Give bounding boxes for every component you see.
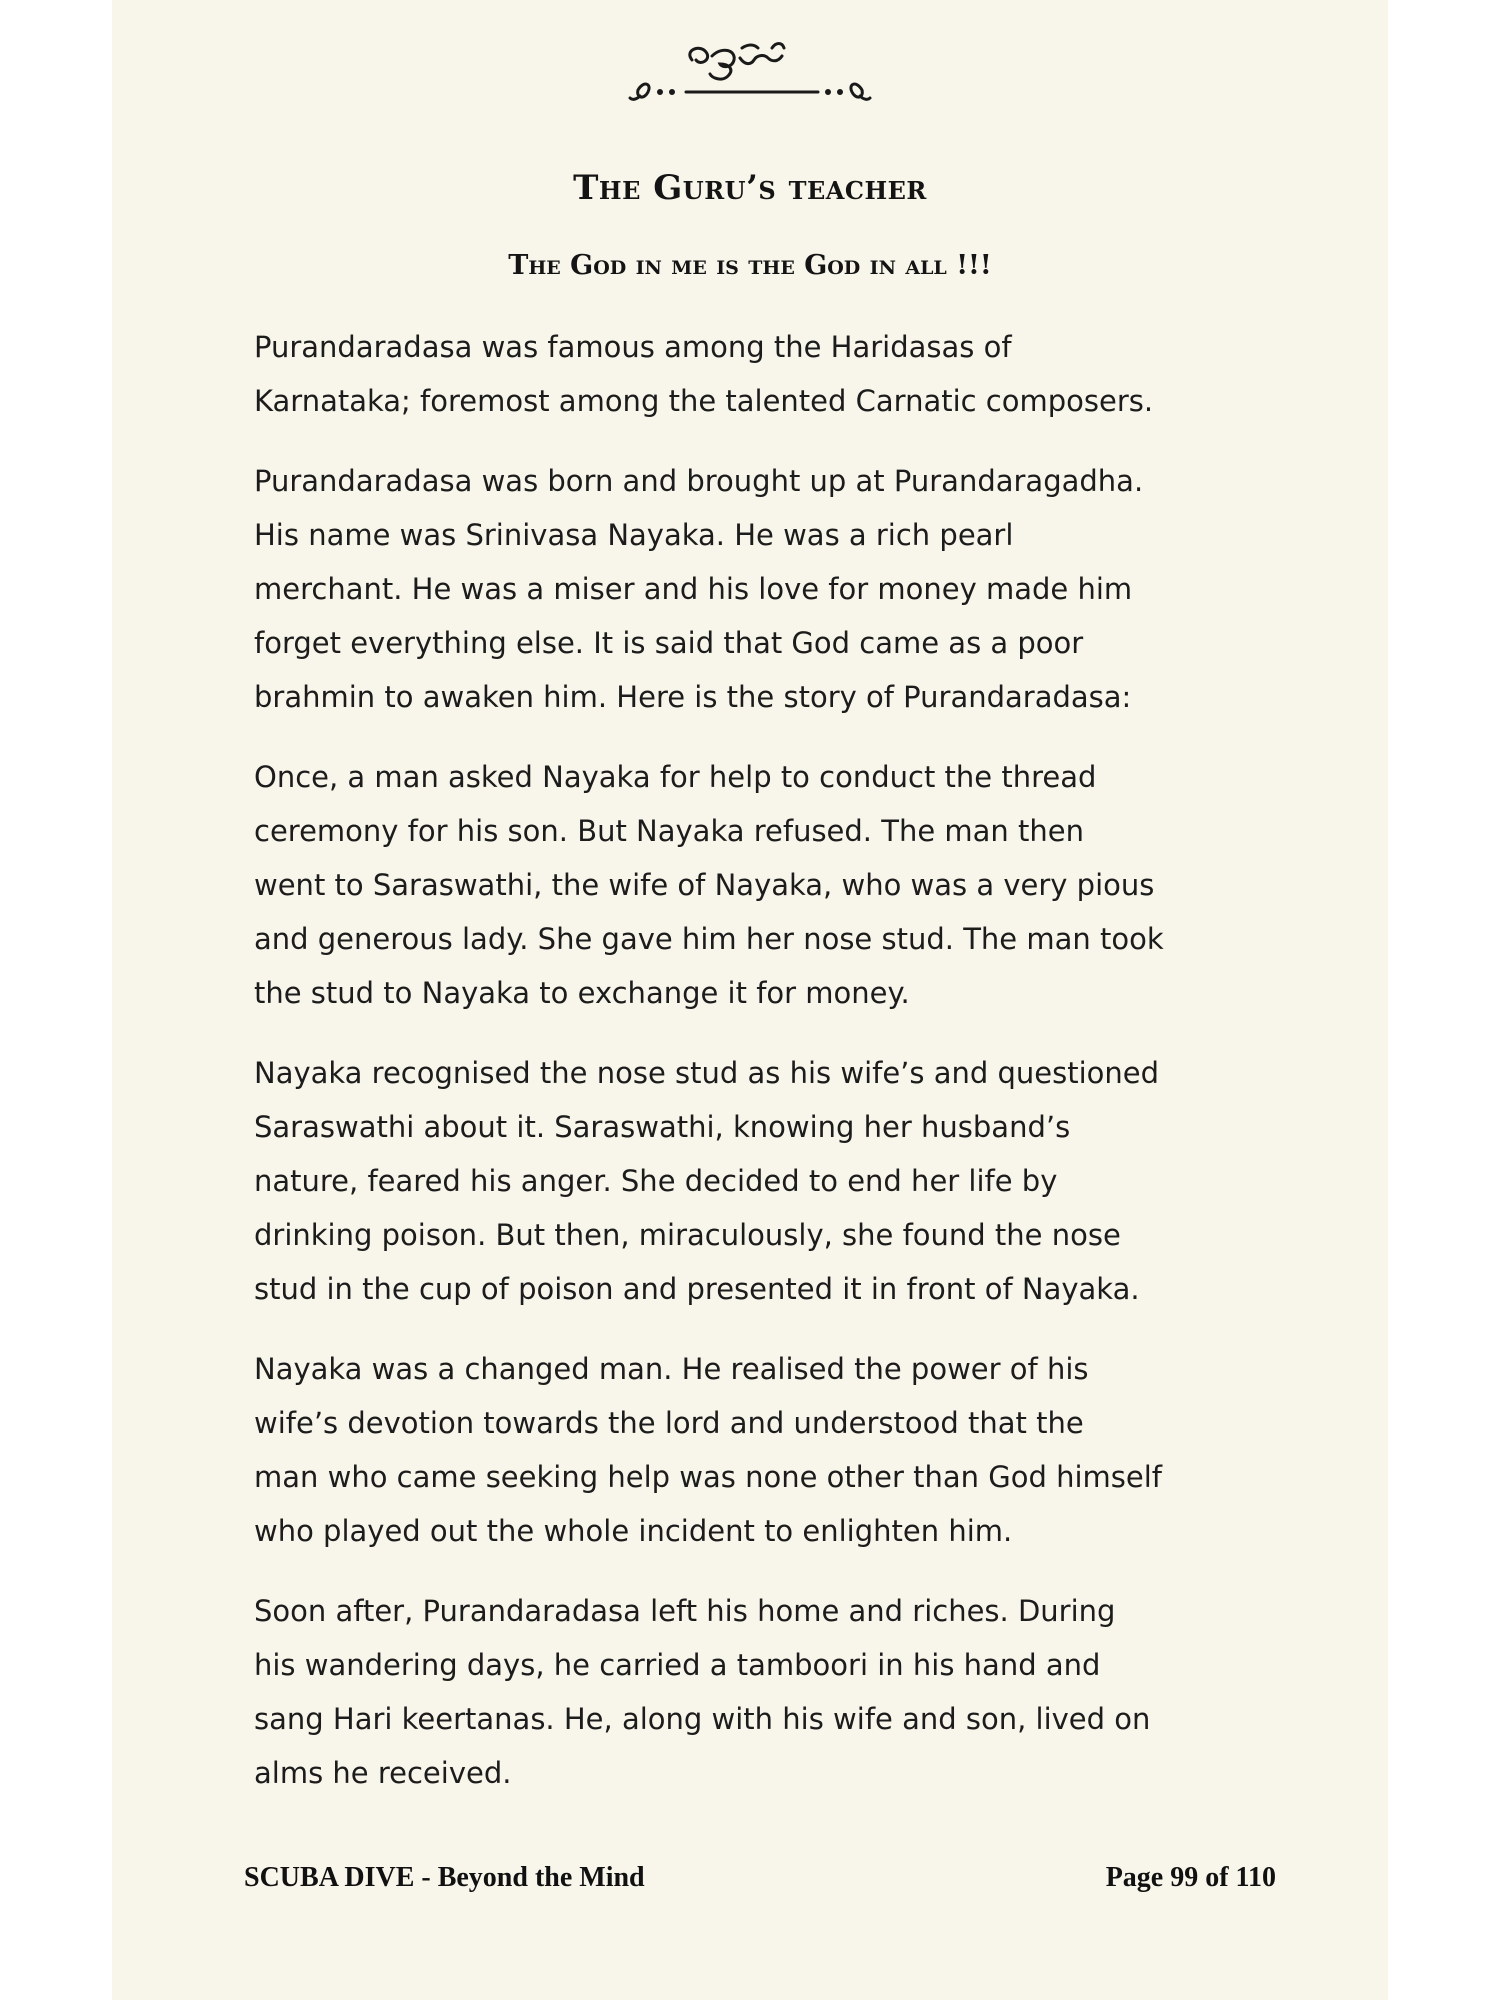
paragraph: Soon after, Purandaradasa left his home and riches. During his wandering days, he carried a tamboori in his hand and sang Hari keertanas. He, along with his wife and son, lived on alms he received.	[254, 1594, 1151, 1790]
page-subtitle: The God in me is the God in all !!!	[508, 250, 992, 281]
om-ornament-icon	[622, 30, 878, 110]
story-body	[254, 320, 1384, 1826]
page-title: The Guru’s teacher	[573, 168, 927, 208]
footer-book-title: SCUBA DIVE - Beyond the Mind	[244, 1862, 645, 1893]
paragraph: Once, a man asked Nayaka for help to conduct the thread ceremony for his son. But Nayaka refused. The man then went to Saraswathi, the wife of Nayaka, who was a very pious and generous lady. She gave him her nose stud. The man took the stud to Nayaka to exchange it for money.	[254, 760, 1164, 1010]
book-page	[112, 0, 1388, 2000]
paragraph: Purandaradasa was born and brought up at Purandaragadha. His name was Srinivasa Nayaka. He was a rich pearl merchant. He was a miser and his love for money made him forget everything else. It is said that God came as a poor brahmin to awaken him. Here is the story of Purandaradasa:	[254, 464, 1144, 714]
paragraph: Nayaka recognised the nose stud as his wife’s and questioned Saraswathi about it. Saraswathi, knowing her husband’s nature, feared his anger. She decided to end her life by drinking poison. But then, miraculously, she found the nose stud in the cup of poison and presented it in front of Nayaka.	[254, 1056, 1160, 1306]
paragraph: Purandaradasa was famous among the Haridasas of Karnataka; foremost among the talented Carnatic composers.	[254, 330, 1154, 418]
footer-page-number: Page 99 of 110	[1105, 1862, 1276, 1893]
paragraph: Nayaka was a changed man. He realised the power of his wife’s devotion towards the lord and understood that the man who came seeking help was none other than God himself who played out the whole incident to enlighten him.	[254, 1352, 1162, 1548]
